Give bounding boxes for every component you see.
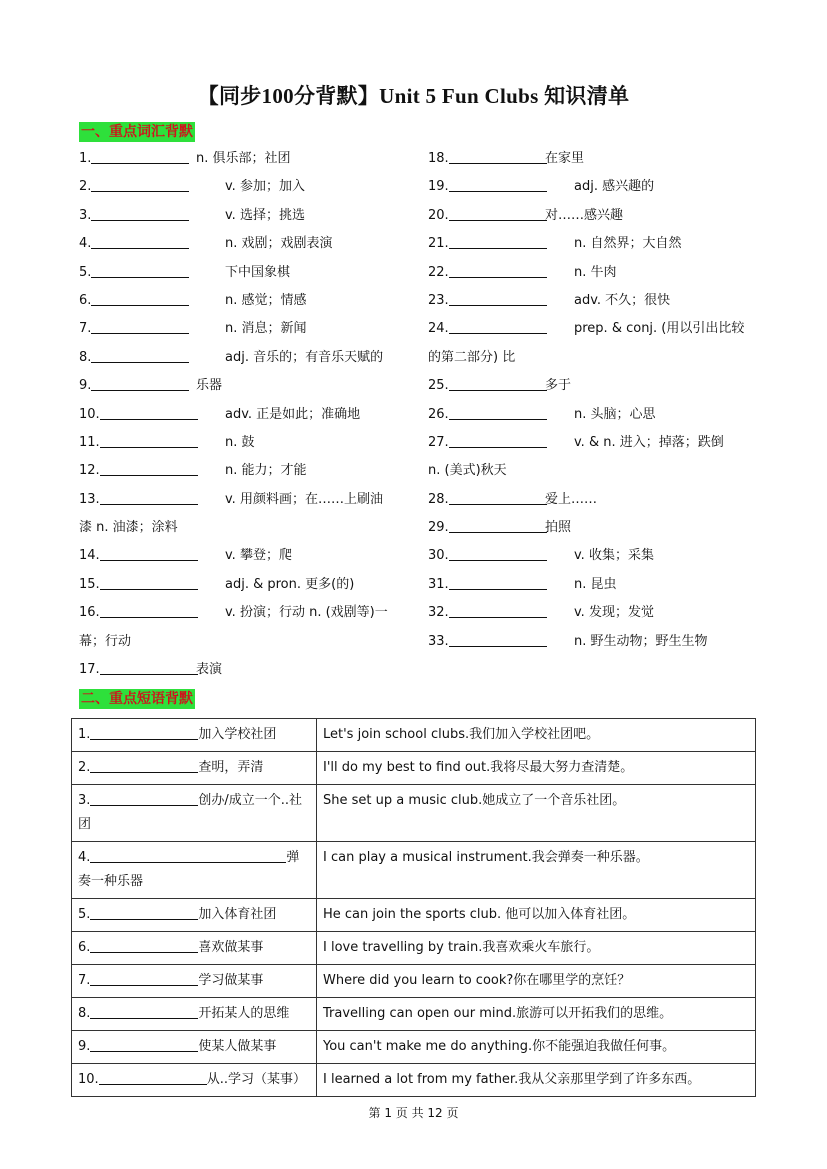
answer-blank[interactable] [100, 657, 198, 675]
vocab-meaning: 乐器 [196, 378, 223, 394]
vocab-meaning: 拍照 [545, 520, 572, 536]
answer-blank[interactable] [90, 790, 198, 806]
answer-blank[interactable] [100, 572, 198, 590]
vocab-item [79, 656, 419, 684]
vocab-item [428, 372, 768, 400]
vocab-number: 16. [79, 605, 100, 621]
vocab-meaning: 爱上…… [545, 491, 598, 507]
table-row [72, 965, 756, 998]
phrase-meaning: 创办/成立一个..社团 [78, 793, 303, 832]
phrase-meaning: 查明，弄清 [198, 760, 264, 775]
answer-blank[interactable] [100, 543, 198, 561]
answer-blank[interactable] [91, 316, 189, 334]
vocab-meaning: n. 消息；新闻 [225, 321, 307, 337]
vocab-item [428, 571, 768, 599]
answer-blank[interactable] [90, 724, 198, 740]
answer-blank[interactable] [449, 260, 547, 278]
phrase-number: 6. [78, 940, 91, 955]
answer-blank[interactable] [449, 146, 547, 164]
vocab-number: 10. [79, 406, 100, 422]
vocab-meaning: v. 扮演；行动 n. (戏剧等)一 [225, 605, 388, 621]
vocab-meaning: 下中国象棋 [225, 264, 291, 280]
vocab-meaning: v. 收集；采集 [574, 548, 654, 564]
vocab-meaning: adj. 感兴趣的 [574, 179, 655, 195]
vocab-number: 5. [79, 264, 92, 280]
phrase-number: 8. [78, 1006, 91, 1021]
table-row [72, 719, 756, 752]
vocab-meaning: v. 用颜料画；在……上刷油 [225, 491, 383, 507]
phrase-cell [72, 785, 317, 842]
vocab-item [428, 287, 768, 315]
vocab-item [428, 457, 768, 485]
phrase-number: 3. [78, 793, 91, 808]
answer-blank[interactable] [91, 146, 189, 164]
vocab-meaning-continued: 幕；行动 [79, 633, 132, 649]
vocab-number: 31. [428, 576, 449, 592]
vocab-number: 3. [79, 207, 92, 223]
answer-blank[interactable] [91, 345, 189, 363]
answer-blank[interactable] [91, 260, 189, 278]
answer-blank[interactable] [449, 231, 547, 249]
vocab-number: 26. [428, 406, 449, 422]
example-cell: Let's join school clubs.我们加入学校社团吧。 [317, 719, 756, 752]
answer-blank[interactable] [449, 402, 547, 420]
table-row [72, 1031, 756, 1064]
vocab-meaning: v. 选择；挑选 [225, 207, 305, 223]
phrase-meaning: 加入学校社团 [198, 727, 277, 742]
phrase-meaning: 弹奏一种乐器 [78, 850, 300, 889]
answer-blank[interactable] [100, 430, 198, 448]
vocab-item [79, 628, 419, 656]
vocab-number: 1. [79, 151, 92, 166]
phrase-number: 2. [78, 760, 91, 775]
vocab-item [79, 344, 419, 372]
vocab-item [79, 145, 419, 173]
answer-blank[interactable] [449, 543, 547, 561]
vocab-item [428, 628, 768, 656]
vocab-meaning: n. 头脑；心思 [574, 406, 656, 422]
answer-blank[interactable] [449, 174, 547, 192]
vocab-item [79, 457, 419, 485]
vocab-meaning: adj. & pron. 更多(的) [225, 576, 355, 592]
vocab-item [79, 230, 419, 258]
table-row [72, 1064, 756, 1097]
example-cell: I can play a musical instrument.我会弹奏一种乐器。 [317, 842, 756, 899]
vocab-item [428, 173, 768, 201]
answer-blank[interactable] [449, 288, 547, 306]
vocab-item [428, 599, 768, 627]
vocab-item [79, 514, 419, 542]
answer-blank[interactable] [449, 629, 547, 647]
answer-blank[interactable] [100, 458, 198, 476]
vocab-meaning: prep. & conj. (用以引出比较 [574, 321, 745, 337]
vocab-meaning-continued: n. (美式)秋天 [428, 463, 507, 479]
vocab-meaning: n. 能力；才能 [225, 463, 307, 479]
vocab-number: 33. [428, 633, 449, 649]
vocab-item [79, 173, 419, 201]
vocab-meaning: n. 感觉；情感 [225, 292, 307, 308]
table-row [72, 932, 756, 965]
phrase-cell [72, 998, 317, 1031]
vocab-item [428, 259, 768, 287]
table-row [72, 752, 756, 785]
phrase-meaning: 学习做某事 [198, 973, 264, 988]
phrase-cell [72, 1031, 317, 1064]
vocab-number: 19. [428, 179, 449, 195]
answer-blank[interactable] [91, 174, 189, 192]
vocab-item [79, 287, 419, 315]
phrase-number: 9. [78, 1039, 91, 1054]
vocab-number: 7. [79, 321, 92, 337]
phrase-cell [72, 899, 317, 932]
vocab-meaning: 表演 [196, 662, 223, 678]
answer-blank[interactable] [449, 487, 547, 505]
example-cell: She set up a music club.她成立了一个音乐社团。 [317, 785, 756, 842]
vocab-number: 20. [428, 207, 449, 223]
vocab-number: 21. [428, 236, 449, 252]
answer-blank[interactable] [90, 937, 198, 953]
vocab-item [428, 315, 768, 343]
vocab-number: 9. [79, 378, 92, 394]
answer-blank[interactable] [91, 231, 189, 249]
vocab-item [428, 230, 768, 258]
phrase-cell [72, 1064, 317, 1097]
vocab-number: 18. [428, 151, 449, 166]
vocab-number: 28. [428, 491, 449, 507]
phrase-cell [72, 752, 317, 785]
vocab-number: 8. [79, 349, 92, 365]
vocab-number: 32. [428, 605, 449, 621]
phrase-meaning: 开拓某人的思维 [198, 1006, 290, 1021]
vocab-meaning-continued: 漆 n. 油漆；涂料 [79, 520, 178, 536]
vocab-item [428, 542, 768, 570]
vocab-item [79, 486, 419, 514]
vocab-meaning: n. 昆虫 [574, 576, 617, 592]
vocab-item [79, 429, 419, 457]
answer-blank[interactable] [449, 515, 547, 533]
phrase-number: 7. [78, 973, 91, 988]
vocab-meaning: 对……感兴趣 [545, 207, 624, 223]
phrase-number: 5. [78, 907, 91, 922]
vocab-meaning: v. 攀登；爬 [225, 548, 292, 564]
vocab-number: 25. [428, 378, 449, 394]
answer-blank[interactable] [100, 487, 198, 505]
answer-blank[interactable] [449, 373, 547, 391]
answer-blank[interactable] [449, 572, 547, 590]
example-cell: He can join the sports club. 他可以加入体育社团。 [317, 899, 756, 932]
phrase-meaning: 使某人做某事 [198, 1039, 277, 1054]
phrase-cell [72, 719, 317, 752]
vocab-meaning: n. 野生动物；野生生物 [574, 633, 708, 649]
vocab-meaning: adj. 音乐的；有音乐天赋的 [225, 349, 384, 365]
vocab-number: 2. [79, 179, 92, 195]
page-title: 【同步100分背默】Unit 5 Fun Clubs 知识清单 [197, 84, 630, 108]
vocab-meaning: v. 发现；发觉 [574, 605, 654, 621]
vocab-number: 12. [79, 463, 100, 479]
vocab-item [428, 486, 768, 514]
table-row [72, 899, 756, 932]
vocab-item [79, 599, 419, 627]
vocab-meaning: n. 俱乐部；社团 [196, 151, 291, 166]
vocab-meaning: n. 牛肉 [574, 264, 617, 280]
answer-blank[interactable] [449, 600, 547, 618]
example-cell: I love travelling by train.我喜欢乘火车旅行。 [317, 932, 756, 965]
vocab-item [79, 401, 419, 429]
vocab-item [428, 202, 768, 230]
answer-blank[interactable] [100, 402, 198, 420]
vocab-number: 22. [428, 264, 449, 280]
vocab-number: 14. [79, 548, 100, 564]
vocab-number: 23. [428, 292, 449, 308]
vocab-item [79, 542, 419, 570]
vocab-item [428, 429, 768, 457]
phrase-number: 4. [78, 850, 91, 865]
vocab-item [79, 315, 419, 343]
vocab-item [79, 571, 419, 599]
vocab-number: 17. [79, 662, 100, 678]
vocab-item [428, 401, 768, 429]
table-row [72, 998, 756, 1031]
example-cell: Travelling can open our mind.旅游可以开拓我们的思维。 [317, 998, 756, 1031]
phrases-table [71, 718, 756, 1097]
section-phrases-label: 二、重点短语背默 [81, 691, 193, 707]
vocab-column-right [428, 145, 768, 656]
phrase-number: 1. [78, 727, 91, 742]
answer-blank[interactable] [91, 203, 189, 221]
vocab-number: 15. [79, 576, 100, 592]
example-cell: I learned a lot from my father.我从父亲那里学到了许多东西。 [317, 1064, 756, 1097]
vocab-meaning: 多于 [545, 378, 572, 394]
vocab-item [428, 514, 768, 542]
vocab-item [79, 372, 419, 400]
vocab-meaning: adv. 正是如此；准确地 [225, 406, 361, 422]
vocab-number: 27. [428, 434, 449, 450]
table-row [72, 785, 756, 842]
phrase-meaning: 喜欢做某事 [198, 940, 264, 955]
vocab-meaning: adv. 不久；很快 [574, 292, 671, 308]
vocab-number: 13. [79, 491, 100, 507]
vocab-item [428, 145, 768, 173]
phrase-number: 10. [78, 1072, 99, 1087]
answer-blank[interactable] [90, 847, 286, 863]
example-cell: Where did you learn to cook?你在哪里学的烹饪？ [317, 965, 756, 998]
table-row [72, 842, 756, 899]
vocab-number: 4. [79, 236, 92, 252]
answer-blank[interactable] [90, 904, 198, 920]
vocab-item [79, 202, 419, 230]
vocab-meaning: 在家里 [545, 151, 585, 166]
vocab-number: 30. [428, 548, 449, 564]
vocab-column-left [79, 145, 419, 684]
vocab-number: 29. [428, 520, 449, 536]
example-cell: You can't make me do anything.你不能强迫我做任何事。 [317, 1031, 756, 1064]
answer-blank[interactable] [449, 316, 547, 334]
answer-blank[interactable] [100, 600, 198, 618]
vocab-meaning: v. 参加；加入 [225, 179, 305, 195]
vocab-item [79, 259, 419, 287]
page-footer: 第 1 页 共 12 页 [368, 1106, 459, 1120]
answer-blank[interactable] [90, 1003, 198, 1019]
phrase-meaning: 从..学习（某事） [206, 1072, 306, 1087]
vocab-meaning: n. 自然界；大自然 [574, 236, 682, 252]
vocab-number: 6. [79, 292, 92, 308]
answer-blank[interactable] [449, 203, 547, 221]
vocab-item [428, 344, 768, 372]
answer-blank[interactable] [90, 757, 198, 773]
vocab-number: 24. [428, 321, 449, 337]
phrase-cell [72, 842, 317, 899]
vocab-meaning-continued: 的第二部分) 比 [428, 349, 516, 365]
answer-blank[interactable] [90, 1036, 198, 1052]
phrase-cell [72, 965, 317, 998]
answer-blank[interactable] [91, 288, 189, 306]
answer-blank[interactable] [449, 430, 547, 448]
example-cell: I'll do my best to find out.我将尽最大努力查清楚。 [317, 752, 756, 785]
vocab-meaning: n. 戏剧；戏剧表演 [225, 236, 333, 252]
section-vocab-label: 一、重点词汇背默 [81, 124, 193, 140]
phrase-meaning: 加入体育社团 [198, 907, 277, 922]
vocab-meaning: n. 鼓 [225, 434, 255, 450]
answer-blank[interactable] [91, 373, 189, 391]
phrase-cell [72, 932, 317, 965]
vocab-number: 11. [79, 434, 100, 450]
vocab-meaning: v. & n. 进入；掉落；跌倒 [574, 434, 724, 450]
answer-blank[interactable] [90, 970, 198, 986]
answer-blank[interactable] [99, 1069, 207, 1085]
